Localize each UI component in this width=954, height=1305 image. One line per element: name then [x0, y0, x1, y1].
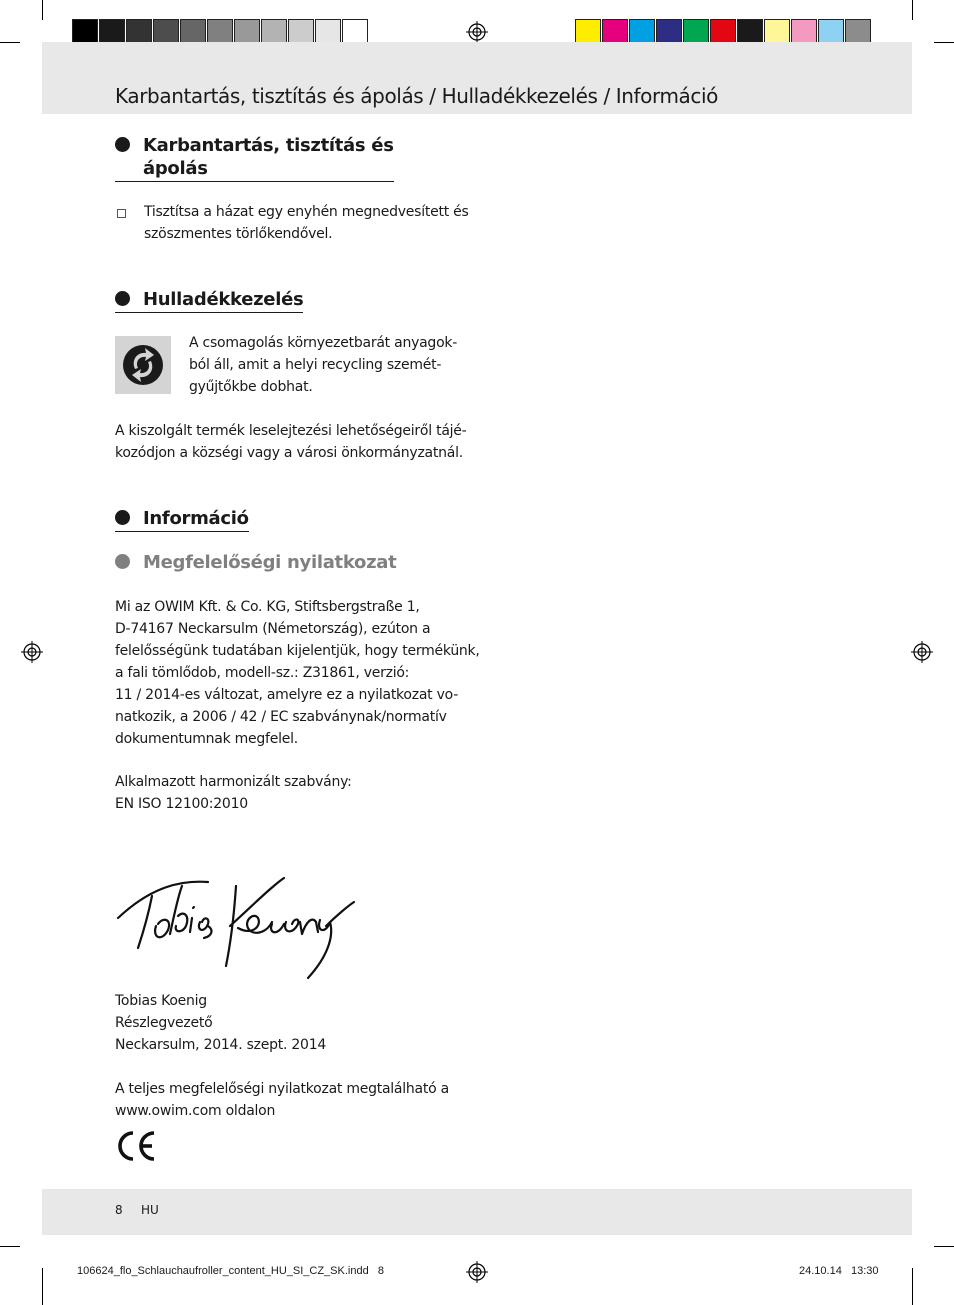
print-slug-file: 106624_flo_Schlauchaufroller_content_HU_SI_CZ_SK.indd 8: [77, 1265, 384, 1277]
heading-declaration-text: Megfelelőségi nyilatkozat: [143, 552, 397, 573]
registration-mark-top: [466, 21, 488, 43]
registration-mark-bottom: [466, 1261, 488, 1283]
heading-disposal: [115, 288, 303, 313]
bullet-dot: [115, 510, 130, 525]
heading-info: [115, 507, 249, 532]
registration-mark-right: [911, 641, 933, 663]
maintenance-bullet: [115, 201, 475, 245]
print-slug-date: 24.10.14 13:30: [799, 1265, 879, 1277]
recycling-icon: [115, 336, 171, 394]
language-code: HU: [141, 1203, 159, 1217]
heading-maintenance: [115, 134, 394, 182]
bullet-dot: [115, 291, 130, 306]
declaration-text: Mi az OWIM Kft. & Co. KG, Stiftsbergstraße 1, D-74167 Neckarsulm (Németország), ezúton a felelősségünk tudatában kijelentjük, hogy termékünk, a fali tömlődob, modell-sz.: Z31861, verzió: 11 / 2014-es változat, amelyre ez a nyilatkozat vo- natkozik, a 2006 / 42 / EC szabványnak/normatív dokumentumnak megfelel.: [115, 599, 480, 747]
checkbox-bullet-icon: [117, 209, 126, 218]
footer-band: [42, 1189, 912, 1235]
heading-declaration: [115, 551, 396, 574]
bullet-dot: [115, 137, 130, 152]
heading-maintenance-text: Karbantartás, tisztítás és ápolás: [143, 135, 394, 179]
heading-info-text: Információ: [143, 508, 249, 529]
bullet-dot: [115, 554, 130, 569]
registration-mark-left: [21, 641, 43, 663]
page-number: 8: [115, 1203, 123, 1217]
maintenance-bullet-text: Tisztítsa a házat egy enyhén megnedvesített és szöszmentes törlőkendővel.: [144, 204, 469, 242]
heading-disposal-text: Hulladékkezelés: [143, 289, 304, 310]
website-note: A teljes megfelelőségi nyilatkozat megtalálható a www.owim.com oldalon: [115, 1081, 449, 1119]
applied-standard: Alkalmazott harmonizált szabvány: EN ISO 12100:2010: [115, 774, 352, 812]
packaging-text: A csomagolás környezetbarát anyagok- ból áll, amit a helyi recycling szemét- gyűjtőkbe dobhat.: [189, 335, 458, 395]
ce-mark-icon: [115, 1130, 157, 1162]
signature-image: [112, 856, 372, 986]
product-disposal-text: A kiszolgált termék leselejtezési lehetőségeiről tájé- kozódjon a községi vagy a városi önkormányzatnál.: [115, 423, 467, 461]
page-title: Karbantartás, tisztítás és ápolás / Hulladékkezelés / Információ: [115, 84, 718, 108]
signatory-block: Tobias Koenig Részlegvezető Neckarsulm, 2014. szept. 2014: [115, 993, 327, 1053]
